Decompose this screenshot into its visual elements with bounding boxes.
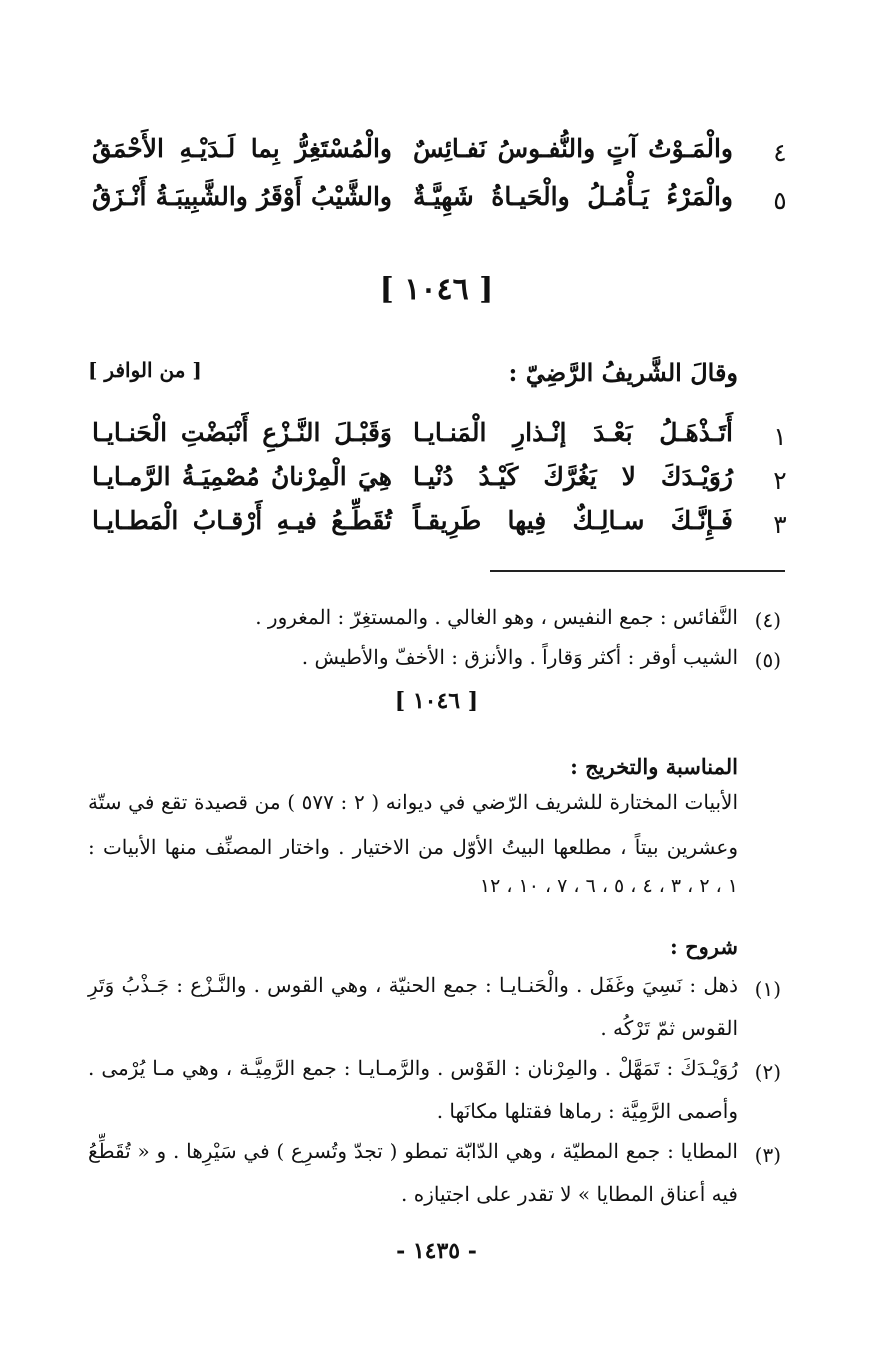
footnote-separator [490,570,785,572]
page-number: - ١٤٣٥ - [396,1238,477,1264]
sources-heading: المناسبة والتخريج : [570,754,738,779]
verse-number: ٢ [773,466,787,495]
sources-list: ١ ، ٢ ، ٣ ، ٤ ، ٥ ، ٦ ، ٧ ، ١٠ ، ١٢ [479,875,738,897]
footnote-number: (٥) [754,648,781,672]
first-hemistich: والْمَرْءُ يَـأْمُـلُ والْحَيـاةُ شَهِيَّـةٌ [413,182,733,211]
second-hemistich: وَقَبْـلَ النَّـزْعِ أَنْبَضْتِ الْحَنـايـا [92,418,392,447]
verse-line [80,418,795,462]
verse-number: ٣ [773,510,787,539]
second-hemistich: تُقَطِّـعُ فيـهِ أَرْقـابُ الْمَطـايـا [92,506,392,535]
explanation-text: رُوَيْـدَكَ : تَمَهَّلْ . والمِرْنان : القَوْس . والرَّمـايـا : جمع الرَّمِيَّـة ، وهي مـا يُرْمى . وأصمى الرَّمِيَّة : رماها فقتلها مكانَها . [88,1056,738,1123]
explanations-heading: شروح : [670,934,738,959]
footnote-number: (٤) [754,608,781,632]
explanation-number: (٢) [754,1060,781,1084]
first-hemistich: فَـإِنَّـكَ سـالِـكٌ فِيها طَرِيقـاً [413,506,733,535]
verse-number: ١ [773,422,787,451]
poem-intro: وقالَ الشَّريفُ الرَّضِيّ : [508,358,738,387]
second-hemistich: هِيَ الْمِرْنانُ مُصْمِيَـةُ الرَّمـايـا [92,462,392,491]
second-hemistich: والشَّيْبُ أَوْقَرُ والشَّبِيبَـةُ أَنْـزَقُ [92,182,392,211]
first-hemistich: والْمَـوْتُ آتٍ والنُّفـوسُ نَفـائِسٌ [413,134,733,163]
explanation-text: المطايا : جمع المطيّة ، وهي الدّابّة تمطو ( تجدّ وتُسرِع ) في سَيْرِها . و « تُقَطِّعُ فيه أعناق المطايا » لا تقدر على اجتيازه . [88,1139,738,1206]
poem-number: [ ١٠٤٦ ] [379,272,494,307]
explanation-number: (١) [754,977,781,1001]
poem-meter: [ من الوافر ] [88,358,202,382]
verse-line [80,506,795,550]
verse-number: ٤ [773,138,787,167]
explanation-text: ذهل : نَسِيَ وغَفَل . والْحَنـايـا : جمع الحنيّة ، وهي القوس . والنَّـزْع : جَـذْبُ وَتَرِ القوس ثمّ تَرْكُه . [88,973,738,1040]
footnote-text: الشيب أوقر : أكثر وَقاراً . والأنزق : الأخفّ والأطيش . [301,645,738,669]
explanation-number: (٣) [754,1143,781,1167]
footnote-text: النَّفائس : جمع النفيس ، وهو الغالي . والمستغِرّ : المغرور . [255,605,738,629]
verse-number: ٥ [773,186,787,215]
second-hemistich: والْمُسْتَغِرُّ بِما لَـدَيْـهِ الأَحْمَقُ [92,134,392,163]
first-hemistich: أَتَـذْهَـلُ بَعْـدَ إنْـذارِ الْمَنـايـا [413,418,733,447]
notes-poem-number: [ ١٠٤٦ ] [394,688,479,714]
verse-line [80,462,795,506]
verse-line [80,182,795,226]
first-hemistich: رُوَيْـدَكَ لا يَغُرَّكَ كَيْـدُ دُنْيـا [413,462,733,491]
sources-text: الأبيات المختارة للشريف الرّضي في ديوانه ( ٢ : ٥٧٧ ) من قصيدة تقع في ستّة وعشرين بيتاً ، مطلعها البيتُ الأوّل من الاختيار . واختار المصنِّف منها الأبيات : [88,790,738,859]
verse-line [80,134,795,178]
